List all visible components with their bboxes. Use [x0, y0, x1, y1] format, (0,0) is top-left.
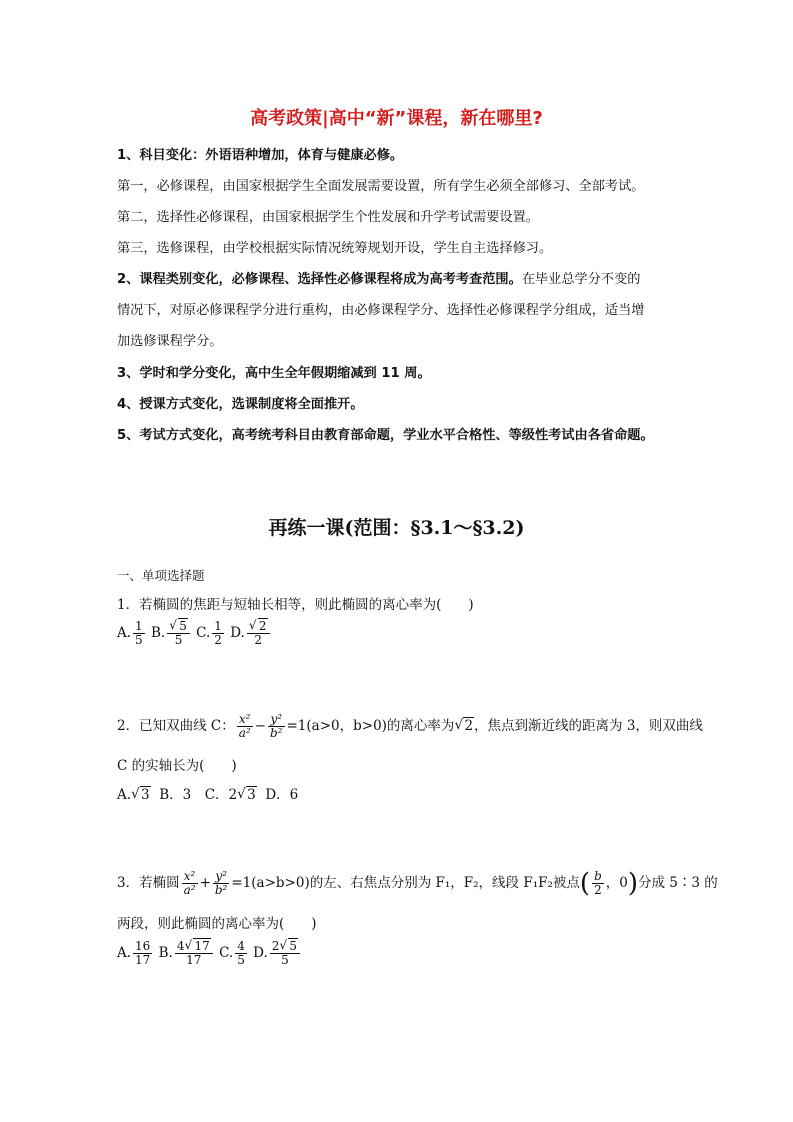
q2-frac-x: $\frac{\text{x²}}{\text{a²}}$: [238, 712, 251, 740]
q2-option-a-label: A.: [117, 787, 132, 803]
q2-middle: =1(a>0，b>0)的离心率为: [286, 718, 455, 734]
q2-prefix: 2．已知双曲线 C：: [117, 718, 235, 734]
q3-option-a-label: A.: [117, 945, 132, 961]
q2-frac-y: $\frac{\text{y²}}{\text{b²}}$: [270, 712, 283, 740]
policy-para-second: 第二，选择性必修课程，由国家根据学生个性发展和升学考试需要设置。: [117, 210, 539, 225]
policy-item-3: 3、学时和学分变化，高中生全年假期缩减到 11 周。: [117, 366, 431, 381]
exercise-title: 再练一课(范围：§3.1～§3.2): [268, 517, 525, 539]
q1-option-c-label: C.: [196, 625, 211, 641]
question-1-options: [117, 620, 272, 647]
q3-option-a-fraction: $\frac{16}{17}$: [135, 939, 151, 967]
policy-title: 高考政策|高中“新”课程，新在哪里?: [250, 108, 543, 129]
q3-option-b-label: B.: [158, 945, 173, 961]
q2-options-end: D．6: [256, 787, 299, 803]
q3-point-frac: $\frac{b}{2}$: [594, 869, 602, 897]
question-2-options: [117, 783, 298, 803]
policy-item-4: 4、授课方式变化，选课制度将全面推开。: [117, 397, 364, 412]
q3-frac-x: $\frac{\text{x²}}{\text{a²}}$: [183, 869, 196, 897]
question-1-stem: 1．若椭圆的焦距与短轴长相等，则此椭圆的离心率为( ): [117, 597, 474, 613]
policy-item-1: 1、科目变化：外语语种增加，体育与健康必修。: [117, 148, 404, 163]
question-3-options: [117, 940, 302, 967]
q3-option-c-label: C.: [219, 945, 234, 961]
q3-option-d-label: D.: [253, 945, 268, 961]
policy-item-2-line2: 情况下，对原必修课程学分进行重构，由必修课程学分、选择性必修课程学分组成，适当增: [117, 303, 645, 318]
policy-item-5: 5、考试方式变化，高考统考科目由教育部命题，学业水平合格性、等级性考试由各省命题。: [117, 428, 654, 443]
q3-frac-y: $\frac{\text{y²}}{\text{b²}}$: [214, 869, 228, 897]
q1-option-a-fraction: $\frac{1}{5}$: [135, 619, 143, 647]
policy-para-first: 第一，必修课程，由国家根据学生全面发展需要设置，所有学生必须全部修习、全部考试。: [117, 179, 645, 194]
question-2-stem: 2．已知双曲线 C： $\frac{\text{x²}}{\text{a²}}$ − $\frac{\text{y²}}{\text{b²}}$ =1(a>0，b>0)的离心率为√ 2，焦点到渐近线的距离为 3，则双曲线: [117, 713, 703, 740]
policy-item-2-bold: 2、课程类别变化，必修课程、选择性必修课程将成为高考考查范围。: [117, 272, 522, 287]
question-3-line2: 两段，则此椭圆的离心率为( ): [117, 916, 317, 932]
q1-option-d-fraction: √ $\frac{2}{2}$: [247, 620, 270, 647]
q3-middle: =1(a>b>0)的左、右焦点分别为 F₁，F₂，线段 F₁F₂被点: [231, 875, 580, 891]
q3-point-zero: ，0: [605, 875, 628, 891]
q3-suffix: 分成 5∶3 的: [638, 875, 718, 891]
q2-options-middle: B．3 C．2: [150, 787, 238, 803]
q2-suffix: ，焦点到渐近线的距离为 3，则双曲线: [474, 718, 703, 734]
policy-item-2-rest: 在毕业总学分不变的: [521, 272, 641, 287]
q3-option-d-fraction: $\frac{2√ 5}{5}$: [270, 940, 300, 967]
question-2-line2: C 的实轴长为( ): [117, 758, 237, 774]
q2-option-a-sqrt: √ 3: [131, 787, 151, 803]
section-heading: 一、单项选择题: [117, 568, 205, 583]
policy-item-2-line3: 加选修课程学分。: [117, 334, 223, 349]
q3-prefix: 3．若椭圆: [117, 875, 180, 891]
q2-option-c-sqrt: √ 3: [237, 787, 257, 803]
q1-option-a-label: A.: [117, 625, 132, 641]
question-3-stem: 3．若椭圆 $\frac{\text{x²}}{\text{a²}}$ + $\frac{\text{y²}}{\text{b²}}$ =1(a>b>0)的左、右焦点分别为 F₁，F₂，线段 F₁F₂被点( $\frac{b}{2}$ ，0)分成 5∶3 的: [117, 868, 718, 899]
q1-option-b-label: B.: [150, 625, 166, 641]
q1-option-b-fraction: √ $\frac{5}{5}$: [167, 620, 190, 647]
policy-item-2: [117, 270, 641, 290]
q1-option-c-fraction: $\frac{1}{2}$: [214, 619, 222, 647]
q3-option-b-fraction: $\frac{4√ 17}{17}$: [175, 940, 213, 967]
q3-option-c-fraction: $\frac{4}{5}$: [237, 939, 245, 967]
policy-para-third: 第三，选修课程，由学校根据实际情况统筹规划开设，学生自主选择修习。: [117, 241, 553, 256]
q1-option-d-label: D.: [230, 625, 245, 641]
q2-sqrt: √ 2: [454, 718, 474, 734]
